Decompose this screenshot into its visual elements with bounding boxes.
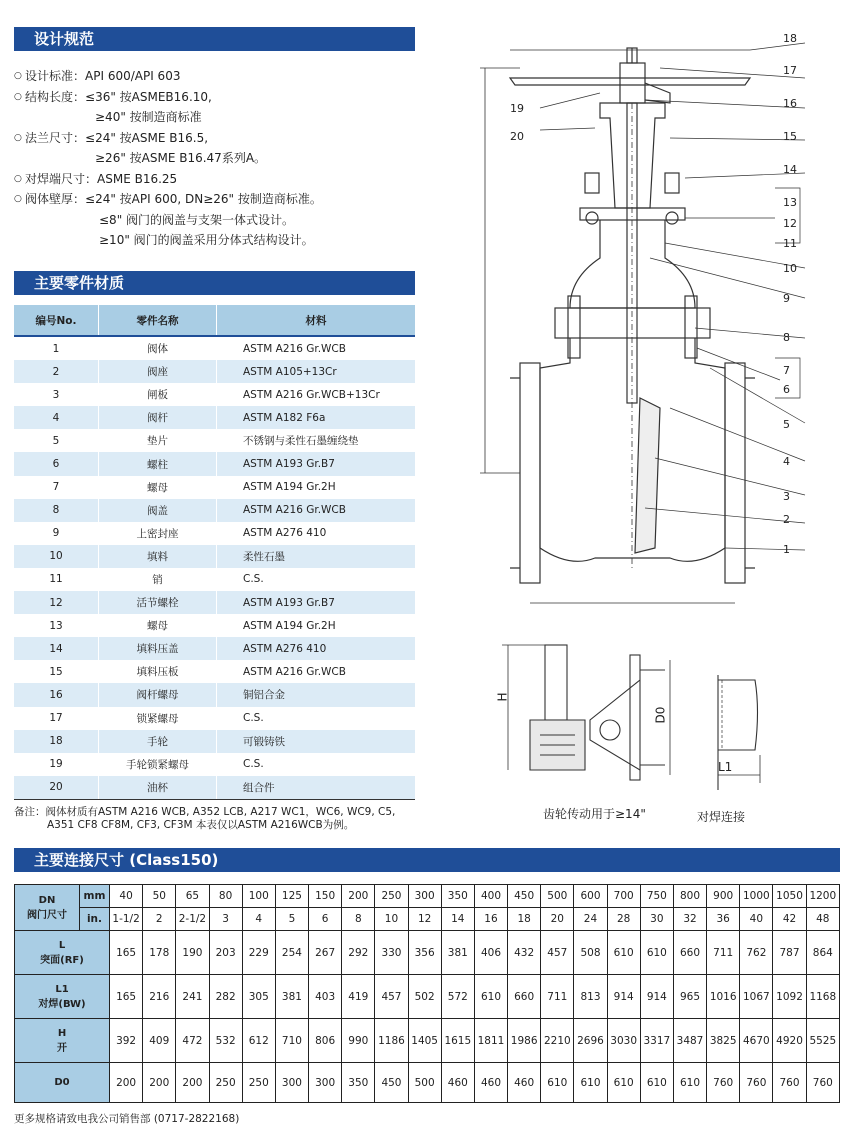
part-no: 7 [52,481,60,494]
callout-label: 19 [510,102,524,115]
dim-value: 711 [707,931,740,975]
spec-continuation: ≥10" 阀门的阀盖采用分体式结构设计。 [99,233,314,247]
dn-mm: 1000 [740,885,773,908]
dn-in: 1-1/2 [110,908,143,931]
dn-in: 12 [408,908,441,931]
weld-caption: 对焊连接 [697,810,746,824]
part-no: 13 [49,619,63,632]
dim-value: 178 [143,931,176,975]
dim-value: 460 [474,1063,507,1103]
callout-label: 4 [783,455,790,468]
table-row [14,753,415,776]
note-line-1: 备注：阀体材质有ASTM A216 WCB, A352 LCB, A217 WC1，WC6, WC9, C5, [14,806,396,818]
dn-mm: 700 [607,885,640,908]
dn-in: 4 [242,908,275,931]
part-no: 14 [14,637,99,660]
part-material: 不锈钢与柔性石墨缠绕垫 [217,429,416,452]
materials-note [14,806,424,832]
table-row [14,707,415,730]
dim-value: 250 [209,1063,242,1103]
table-row [14,429,415,452]
bullet-icon: ○ [14,194,22,204]
table-row [14,545,415,568]
callout-label: 5 [783,418,790,431]
dn-mm: 450 [508,885,541,908]
dim-value: 610 [607,1063,640,1103]
design-spec-list [14,66,414,251]
dim-value: 990 [342,1019,375,1063]
table-row [14,360,415,383]
table-row [14,522,415,545]
dimensions-header: 主要连接尺寸 (Class150) [14,848,840,872]
dim-value: 532 [209,1019,242,1063]
dim-value: 3030 [607,1019,640,1063]
part-material: 可锻铸铁 [217,730,416,753]
spec-label: 对焊端尺寸： [25,171,98,186]
part-name: 填料压板 [99,660,217,683]
dim-value: 760 [707,1063,740,1103]
dim-value: 760 [740,1063,773,1103]
bullet-icon: ○ [14,132,22,143]
dim-value: 610 [640,931,673,975]
callout-label: 16 [783,97,797,110]
spec-value: API 600/API 603 [85,69,181,83]
col-header-part: 零件名称 [99,305,217,336]
spec-value: ≤24" 按ASME B16.5, [85,130,209,145]
part-material: ASTM A216 Gr.WCB+13Cr [217,383,416,406]
dn-in: 5 [275,908,308,931]
part-material: 铜铝合金 [217,683,416,706]
dim-value: 419 [342,975,375,1019]
dim-value: 292 [342,931,375,975]
contact-footer: 更多规格请致电我公司销售部 (0717-2822168) [14,1113,240,1125]
part-no: 8 [14,499,99,522]
dim-value: 914 [607,975,640,1019]
part-material: C.S. [217,707,416,730]
dim-value: 610 [474,975,507,1019]
dim-value: 409 [143,1019,176,1063]
dn-mm: 500 [541,885,574,908]
col-header-material: 材料 [217,305,416,336]
dim-row-label: H 开 [15,1019,110,1063]
dim-value: 610 [673,1063,706,1103]
dim-value: 165 [110,931,143,975]
part-name: 垫片 [99,429,217,452]
dn-in: 36 [707,908,740,931]
part-material: ASTM A276 410 [217,637,416,660]
table-row [14,776,415,800]
spec-item [14,87,414,108]
part-name: 阀杆 [99,406,217,429]
dn-mm: 350 [441,885,474,908]
dim-value: 203 [209,931,242,975]
dim-value: 660 [508,975,541,1019]
table-row [14,614,415,637]
part-material: ASTM A182 F6a [217,406,416,429]
col-header-no: 编号No. [14,305,99,336]
dim-value: 460 [441,1063,474,1103]
part-no: 3 [52,388,60,401]
dn-in: 48 [806,908,839,931]
unit-mm: mm [80,885,110,908]
part-material: ASTM A193 Gr.B7 [217,452,416,475]
spec-item [14,169,414,190]
dim-value: 229 [242,931,275,975]
part-name: 手轮 [99,730,217,753]
dn-mm: 80 [209,885,242,908]
dn-mm: 40 [110,885,143,908]
dim-value: 457 [375,975,408,1019]
callout-label: 9 [783,292,790,305]
dn-mm: 900 [707,885,740,908]
part-name: 螺母 [99,476,217,499]
dim-value: 305 [242,975,275,1019]
table-row [15,975,840,1019]
dn-in: 10 [375,908,408,931]
dim-value: 1092 [773,975,806,1019]
part-material: C.S. [217,568,416,591]
part-no: 17 [49,712,63,725]
dn-in: 14 [441,908,474,931]
callout-label: 6 [783,383,790,396]
spec-value: ≤24" 按API 600, DN≥26" 按制造商标准。 [85,192,322,206]
callout-label: 12 [783,217,797,230]
callout-label: 11 [783,237,797,250]
part-name: 上密封座 [99,522,217,545]
dim-value: 610 [640,1063,673,1103]
dim-value: 200 [143,1063,176,1103]
table-row [15,1063,840,1103]
dn-in: 18 [508,908,541,931]
part-material: ASTM A194 Gr.2H [217,614,416,637]
callout-label: 8 [783,331,790,344]
part-name: 螺柱 [99,452,217,475]
dimensions-table [14,884,840,1103]
dn-in: 8 [342,908,375,931]
part-name: 手轮锁紧螺母 [99,753,217,776]
part-name: 阀杆螺母 [99,683,217,706]
part-no: 4 [14,406,99,429]
dn-header: DN 阀门尺寸 [15,885,80,931]
dim-value: 216 [143,975,176,1019]
dn-in: 6 [309,908,342,931]
dim-value: 450 [375,1063,408,1103]
part-material: ASTM A276 410 [217,522,416,545]
dim-value: 282 [209,975,242,1019]
dim-value: 711 [541,975,574,1019]
dn-in: 30 [640,908,673,931]
dn-in: 16 [474,908,507,931]
dim-value: 460 [508,1063,541,1103]
dim-value: 200 [110,1063,143,1103]
gate-valve-drawing [470,28,845,618]
dn-mm: 250 [375,885,408,908]
dn-mm: 600 [574,885,607,908]
dim-value: 1186 [375,1019,408,1063]
materials-header: 主要零件材质 [14,271,415,295]
table-row [14,452,415,475]
dim-value: 1405 [408,1019,441,1063]
callout-label: 18 [783,32,797,45]
part-no: 1 [52,342,60,355]
dim-value: 5525 [806,1019,839,1063]
dim-value: 200 [176,1063,209,1103]
spec-continuation: ≤8" 阀门的阀盖与支架一体式设计。 [99,212,295,227]
gear-caption: 齿轮传动用于≥14" [543,807,646,821]
part-material: ASTM A216 Gr.WCB [217,499,416,522]
part-no: 12 [14,591,99,614]
table-row [14,336,415,360]
part-name: 锁紧螺母 [99,707,217,730]
dim-value: 300 [275,1063,308,1103]
dn-in: 24 [574,908,607,931]
materials-table [14,305,415,800]
part-no: 6 [14,452,99,475]
dim-value: 500 [408,1063,441,1103]
dim-value: 254 [275,931,308,975]
dim-value: 572 [441,975,474,1019]
gear-H-label: H [495,692,510,702]
dn-mm: 750 [640,885,673,908]
part-no: 20 [14,776,99,800]
dn-mm: 1200 [806,885,839,908]
dim-value: 760 [773,1063,806,1103]
dn-mm: 65 [176,885,209,908]
table-row [14,683,415,706]
gear-drive-drawing [490,640,680,790]
table-row [14,383,415,406]
part-no: 2 [14,360,99,383]
dim-value: 1067 [740,975,773,1019]
dn-in: 2 [143,908,176,931]
dim-value: 457 [541,931,574,975]
dim-value: 3487 [673,1019,706,1063]
part-no: 15 [49,665,63,678]
dim-value: 267 [309,931,342,975]
weld-L1-label: L1 [718,760,733,774]
dim-value: 3825 [707,1019,740,1063]
dim-value: 965 [673,975,706,1019]
dn-in: 42 [773,908,806,931]
callout-label: 2 [783,513,790,526]
table-row [14,568,415,591]
dim-value: 241 [176,975,209,1019]
part-name: 螺母 [99,614,217,637]
dim-value: 1168 [806,975,839,1019]
part-name: 阀座 [99,360,217,383]
dim-value: 760 [806,1063,839,1103]
part-name: 填料压盖 [99,637,217,660]
part-name: 闸板 [99,383,217,406]
callout-label: 14 [783,163,797,176]
dim-value: 762 [740,931,773,975]
callout-label: 1 [783,543,790,556]
dn-mm: 400 [474,885,507,908]
dn-mm: 100 [242,885,275,908]
dim-value: 864 [806,931,839,975]
dim-row-label: L 突面(RF) [15,931,110,975]
dim-value: 300 [309,1063,342,1103]
part-no: 11 [49,573,63,586]
part-name: 活节螺栓 [99,591,217,614]
dn-mm: 800 [673,885,706,908]
callout-label: 7 [783,364,790,377]
dn-in: 2-1/2 [176,908,209,931]
part-material: ASTM A216 Gr.WCB [217,336,416,360]
design-spec-header: 设计规范 [14,27,415,51]
callout-label: 20 [510,130,524,143]
part-no: 16 [14,683,99,706]
dn-in: 40 [740,908,773,931]
spec-item [14,128,414,149]
spec-item [14,189,414,210]
dim-value: 356 [408,931,441,975]
spec-value: ASME B16.25 [97,171,178,186]
dim-value: 1811 [474,1019,507,1063]
dim-value: 350 [342,1063,375,1103]
bullet-icon: ○ [14,91,22,102]
unit-in: in. [80,908,110,931]
dim-value: 612 [242,1019,275,1063]
dim-value: 190 [176,931,209,975]
spec-label: 结构长度： [25,89,86,104]
dn-mm: 125 [275,885,308,908]
gear-D0-label: D0 [653,706,668,724]
dim-value: 610 [541,1063,574,1103]
spec-item [14,66,414,87]
dim-value: 806 [309,1019,342,1063]
table-row [14,406,415,429]
part-material: ASTM A105+13Cr [217,360,416,383]
dim-value: 2210 [541,1019,574,1063]
table-row [14,637,415,660]
dim-value: 787 [773,931,806,975]
dn-in: 20 [541,908,574,931]
spec-continuation: ≥40" 按制造商标准 [95,110,202,124]
bullet-icon: ○ [14,173,22,184]
dim-value: 432 [508,931,541,975]
dim-value: 472 [176,1019,209,1063]
part-no: 19 [49,758,63,771]
part-name: 销 [99,568,217,591]
dim-value: 330 [375,931,408,975]
spec-label: 法兰尺寸： [25,130,86,145]
part-material: 组合件 [217,776,416,800]
dim-value: 2696 [574,1019,607,1063]
spec-continuation: ≥26" 按ASME B16.47系列A。 [95,151,267,165]
dim-value: 1986 [508,1019,541,1063]
table-row [15,1019,840,1063]
callout-label: 3 [783,490,790,503]
callout-label: 10 [783,262,797,275]
spec-label: 设计标准： [25,69,86,83]
note-line-2: A351 CF8 CF8M, CF3, CF3M 本表仅以ASTM A216WCB为例。 [47,819,355,831]
part-material: 柔性石墨 [217,545,416,568]
dim-value: 165 [110,975,143,1019]
table-row [14,730,415,753]
table-row [14,499,415,522]
callout-label: 13 [783,196,797,209]
part-name: 阀体 [99,336,217,360]
table-row [14,591,415,614]
dn-mm: 50 [143,885,176,908]
dim-value: 610 [607,931,640,975]
dn-mm: 150 [309,885,342,908]
dim-value: 914 [640,975,673,1019]
part-no: 5 [52,434,60,447]
dim-value: 3317 [640,1019,673,1063]
dim-value: 610 [574,1063,607,1103]
part-name: 油杯 [99,776,217,800]
part-material: ASTM A194 Gr.2H [217,476,416,499]
dim-row-label: D0 [15,1063,110,1103]
dn-mm: 1050 [773,885,806,908]
spec-value: ≤36" 按ASMEB16.10, [85,89,212,104]
dim-value: 660 [673,931,706,975]
part-name: 阀盖 [99,499,217,522]
dim-value: 406 [474,931,507,975]
dn-in: 32 [673,908,706,931]
part-name: 填料 [99,545,217,568]
dim-value: 4670 [740,1019,773,1063]
part-no: 10 [14,545,99,568]
part-no: 18 [14,730,99,753]
dim-value: 4920 [773,1019,806,1063]
dim-value: 1615 [441,1019,474,1063]
dim-value: 1016 [707,975,740,1019]
spec-label: 阀体壁厚： [25,192,86,206]
dim-value: 381 [441,931,474,975]
butt-weld-drawing [700,665,770,790]
callout-label: 15 [783,130,797,143]
table-row [15,931,840,975]
table-row [14,476,415,499]
dim-row-label: L1 对焊(BW) [15,975,110,1019]
dn-mm: 200 [342,885,375,908]
dim-value: 392 [110,1019,143,1063]
dim-value: 508 [574,931,607,975]
dim-value: 813 [574,975,607,1019]
dim-value: 381 [275,975,308,1019]
part-material: ASTM A216 Gr.WCB [217,660,416,683]
dn-in: 3 [209,908,242,931]
dim-value: 502 [408,975,441,1019]
dim-value: 403 [309,975,342,1019]
callout-label: 17 [783,64,797,77]
dim-value: 710 [275,1019,308,1063]
part-material: ASTM A193 Gr.B7 [217,591,416,614]
bullet-icon: ○ [14,71,22,81]
dn-in: 28 [607,908,640,931]
dn-mm: 300 [408,885,441,908]
table-row [14,660,415,683]
part-material: C.S. [217,753,416,776]
part-no: 9 [52,527,60,540]
dim-value: 250 [242,1063,275,1103]
